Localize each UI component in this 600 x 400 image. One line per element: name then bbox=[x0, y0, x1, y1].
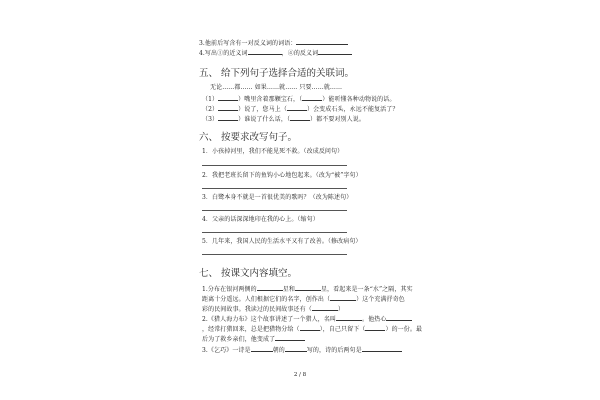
answer-blank[interactable] bbox=[218, 114, 238, 121]
question-text: 2.《猎人海力布》这个故事讲述了一个猎人，名叫 bbox=[202, 316, 337, 323]
answer-line[interactable] bbox=[202, 254, 347, 255]
top-question-3 bbox=[199, 38, 348, 48]
section-5-sentence-1: （1） ）嘴里含着那颗宝石，（ ）能听懂各种动物说的话。 bbox=[202, 96, 396, 103]
answer-blank[interactable] bbox=[362, 345, 402, 352]
sentence-text: 嘴里含着那颗宝石， bbox=[244, 96, 300, 103]
answer-blank[interactable] bbox=[257, 284, 283, 291]
question-text: 距离十分遥远。人们根据它们的名字，创作出（ bbox=[202, 296, 331, 303]
answer-blank[interactable] bbox=[318, 48, 352, 55]
answer-blank[interactable] bbox=[290, 114, 310, 121]
sentence-number: （1） bbox=[202, 96, 219, 103]
answer-blank[interactable] bbox=[312, 304, 338, 311]
sentence-text: 说了，您马上 bbox=[244, 106, 281, 113]
answer-blank[interactable] bbox=[287, 104, 307, 111]
top-question-4-text-a: 4.写出①的近义词 bbox=[199, 50, 248, 57]
question-text: 星，看起来是一条“水”之隔，其实 bbox=[320, 286, 413, 293]
question-text: 写的，诗的后两句是 bbox=[306, 347, 362, 354]
page-number: 2 / 8 bbox=[293, 372, 307, 378]
section-6-question-1: 1．小孩掉河里，我们不能见死不救。（改成反问句） bbox=[202, 148, 344, 155]
section-5-options: 无论……都…… 如果……就…… 只要……就…… bbox=[210, 84, 343, 91]
answer-blank[interactable] bbox=[302, 94, 322, 101]
section-7-question-2-line-3 bbox=[202, 334, 305, 344]
section-7-heading: 七、 按课文内容填空。 bbox=[199, 268, 298, 279]
section-6-question-3: 3．白鹭本身不就是一首很优美的歌吗？（改为陈述句） bbox=[202, 194, 353, 201]
question-text: ，自己只留下 bbox=[322, 326, 360, 333]
answer-line[interactable] bbox=[202, 188, 347, 189]
question-text: ）这个充满抒奇色 bbox=[356, 296, 405, 303]
sentence-number: （3） bbox=[202, 116, 219, 123]
section-6-question-2: 2．我把老班长留下的鱼钩小心地包起来。（改为“被”字句） bbox=[202, 172, 362, 179]
section-7-question-2-line-2: ，经常打猎回来，总是把猎物分给（ ），自己只留下（ ）的一份。最 bbox=[202, 326, 423, 333]
sentence-number: （2） bbox=[202, 106, 219, 113]
top-question-4 bbox=[199, 48, 352, 58]
question-text: 星和 bbox=[282, 286, 295, 293]
answer-line[interactable] bbox=[202, 232, 347, 233]
answer-blank[interactable] bbox=[295, 284, 321, 291]
answer-blank[interactable] bbox=[330, 294, 356, 301]
answer-blank[interactable] bbox=[248, 48, 282, 55]
answer-blank[interactable] bbox=[386, 314, 412, 321]
answer-blank[interactable] bbox=[296, 38, 348, 45]
answer-blank[interactable] bbox=[275, 334, 305, 341]
section-7-question-1-line-1 bbox=[202, 284, 413, 294]
section-6-question-5: 5．几年来，我国人民的生活水平又有了改善。（修改病句） bbox=[202, 238, 362, 245]
answer-blank[interactable] bbox=[285, 345, 307, 352]
section-7-question-1-line-3: 彩的民间故事。我读过的民间故事还有（ ） bbox=[202, 306, 344, 313]
answer-blank[interactable] bbox=[365, 324, 385, 331]
answer-line[interactable] bbox=[202, 165, 347, 166]
section-7-question-3 bbox=[202, 345, 402, 355]
section-7-question-2-line-1 bbox=[202, 314, 412, 324]
section-6-question-4: 4．父亲的话深深地印在我的心上。（缩句） bbox=[202, 216, 319, 223]
section-7-question-1-line-2 bbox=[202, 294, 405, 304]
top-question-3-text: 3.他前后写含有一对反义词的词语： bbox=[199, 40, 297, 47]
answer-blank[interactable] bbox=[300, 324, 320, 331]
sentence-tail: 会变成石头，永远不能复活了？ bbox=[313, 106, 399, 113]
answer-line[interactable] bbox=[202, 210, 347, 211]
sentence-text: 谁说了什么话， bbox=[244, 116, 287, 123]
question-text: ，经常打猎回来，总是把猎物分给 bbox=[202, 326, 294, 333]
section-5-heading: 五、 给下列句子选择合适的关联词。 bbox=[199, 68, 355, 79]
answer-blank[interactable] bbox=[218, 104, 238, 111]
section-5-sentence-2: （2） ）说了，您马上（ ）会变成石头，永远不能复活了？ bbox=[202, 106, 399, 113]
question-text: 1.分布在银河两侧的 bbox=[202, 286, 257, 293]
question-text: 彩的民间故事。我读过的民间故事还有（ bbox=[202, 306, 312, 313]
top-question-4-text-b: ，④的反义词 bbox=[281, 50, 319, 57]
answer-blank[interactable] bbox=[336, 314, 362, 321]
answer-blank[interactable] bbox=[218, 94, 238, 101]
section-6-heading: 六、 按要求改写句子。 bbox=[199, 132, 298, 143]
question-text: 朝的 bbox=[272, 347, 285, 354]
question-text: 。他热心 bbox=[362, 316, 387, 323]
question-text: 后为了救乡亲们，他变成了 bbox=[202, 336, 276, 343]
section-5-sentence-3: （3） ）谁说了什么话，（ ）都不要对别人说。 bbox=[202, 116, 365, 123]
question-text: 的一份。最 bbox=[391, 326, 423, 333]
answer-blank[interactable] bbox=[251, 345, 273, 352]
sentence-tail: 能听懂各种动物说的话。 bbox=[328, 96, 396, 103]
question-text: 3.《乞巧》一诗是 bbox=[202, 347, 251, 354]
sentence-tail: 都不要对别人说。 bbox=[316, 116, 365, 123]
